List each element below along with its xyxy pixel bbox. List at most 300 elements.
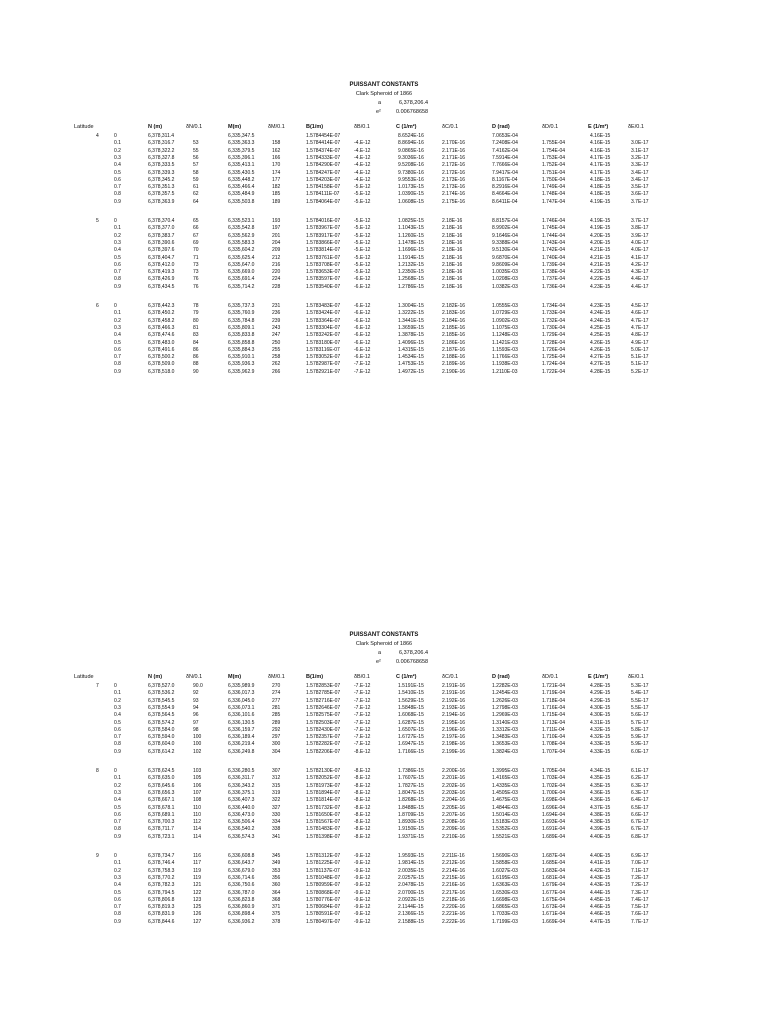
column-header-latitude: Latitude — [74, 674, 94, 680]
cell-dM: 224 — [272, 276, 281, 283]
cell-N: 6,378,404.7 — [148, 254, 175, 261]
cell-E: 4.29E-15 — [590, 690, 611, 697]
cell-dD: 1.689E-04 — [542, 833, 566, 840]
cell-E: 4.33E-15 — [590, 741, 611, 748]
cell-f: 0.1 — [114, 775, 121, 782]
cell-D: 1.0208E-03 — [492, 276, 518, 283]
cell-dE: 4.8E-17 — [631, 332, 649, 339]
column-header-C: C (1/m²) — [396, 674, 417, 680]
cell-D: 9.5130E-04 — [492, 247, 518, 254]
cell-E: 4.28E-15 — [590, 368, 611, 375]
cell-dN: 93 — [193, 697, 199, 704]
cell-f: 0.8 — [114, 911, 121, 918]
cell-E: 4.24E-15 — [590, 310, 611, 317]
cell-dN: 67 — [193, 232, 199, 239]
cell-M: 6,336,045.0 — [228, 697, 255, 704]
cell-dB: -6.E-12 — [354, 317, 371, 324]
cell-dM: 258 — [272, 354, 281, 361]
cell-B: 1.5784374E-07 — [306, 147, 341, 154]
column-header-D: D (rad) — [492, 674, 510, 680]
cell-dC: 2.170E-16 — [442, 140, 466, 147]
cell-dE: 7.7E-17 — [631, 918, 649, 925]
cell-dD: 1.698E-04 — [542, 797, 566, 804]
cell-D: 1.6027E-03 — [492, 867, 518, 874]
cell-M: 6,336,375.1 — [228, 789, 255, 796]
cell-dE: 4.9E-17 — [631, 339, 649, 346]
cell-dC: 2.18E-16 — [442, 254, 463, 261]
cell-E: 4.34E-15 — [590, 768, 611, 774]
column-header-dM: δM/0.1 — [268, 124, 285, 130]
cell-dM: 197 — [272, 225, 281, 232]
cell-dD: 1.671E-04 — [542, 911, 566, 918]
cell-dC: 2.214E-16 — [442, 867, 466, 874]
cell-f: 0.4 — [114, 247, 121, 254]
cell-dC: 2.18E-16 — [442, 239, 463, 246]
cell-D: 1.7199E-03 — [492, 918, 518, 925]
cell-C: 1.6947E-15 — [398, 741, 424, 748]
cell-N: 6,378,466.3 — [148, 324, 175, 331]
cell-dN: 92 — [193, 690, 199, 697]
cell-dB: -8.E-12 — [354, 826, 371, 833]
cell-E: 4.39E-15 — [590, 826, 611, 833]
cell-dD: 1.744E-04 — [542, 232, 566, 239]
cell-E: 4.26E-15 — [590, 346, 611, 353]
cell-dE: 5.3E-17 — [631, 683, 649, 689]
cell-D: 7.0653E-04 — [492, 133, 518, 139]
cell-E: 4.16E-15 — [590, 140, 611, 147]
cell-N: 6,378,806.8 — [148, 896, 175, 903]
cell-D: 8.9902E-04 — [492, 225, 518, 232]
cell-dD: 1.696E-04 — [542, 804, 566, 811]
cell-E: 4.35E-15 — [590, 775, 611, 782]
cell-dM: 349 — [272, 860, 281, 867]
cell-C: 9.0865E-16 — [398, 147, 424, 154]
cell-dE: 5.0E-17 — [631, 346, 649, 353]
cell-B: 1.5784203E-07 — [306, 176, 341, 183]
cell-dD: 1.724E-04 — [542, 361, 566, 368]
cell-N: 6,378,363.9 — [148, 198, 175, 205]
cell-dB: -4.E-12 — [354, 162, 371, 169]
cell-E: 4.32E-15 — [590, 734, 611, 741]
column-header-N: N (m) — [148, 124, 163, 130]
cell-dB: -8.E-12 — [354, 789, 371, 796]
cell-M: 6,336,750.6 — [228, 882, 255, 889]
cell-dB: -5.E-12 — [354, 225, 371, 232]
cell-C: 9.9553E-16 — [398, 176, 424, 183]
cell-dM: 341 — [272, 833, 281, 840]
cell-f: 0 — [114, 133, 117, 139]
cell-dN: 76 — [193, 283, 199, 290]
cell-dB: -7.E-12 — [354, 697, 371, 704]
cell-f: 0.7 — [114, 819, 121, 826]
cell-N: 6,378,656.3 — [148, 789, 175, 796]
cell-dM: 158 — [272, 140, 281, 147]
cell-E: 4.18E-15 — [590, 176, 611, 183]
column-header-dN: δN/0.1 — [186, 124, 203, 130]
cell-dD: 1.738E-04 — [542, 269, 566, 276]
cell-f: 0.3 — [114, 874, 121, 881]
cell-dM: 216 — [272, 261, 281, 268]
cell-C: 1.7607E-15 — [398, 775, 424, 782]
cell-C: 1.4096E-15 — [398, 339, 424, 346]
cell-E: 4.40E-15 — [590, 853, 611, 859]
cell-dM: 204 — [272, 239, 281, 246]
cell-E: 4.19E-15 — [590, 198, 611, 205]
cell-N: 6,378,442.3 — [148, 303, 175, 309]
cell-dN: 108 — [193, 797, 202, 804]
cell-dE: 6.7E-17 — [631, 826, 649, 833]
param-a-label: a — [378, 650, 382, 656]
cell-dN: 119 — [193, 874, 201, 881]
cell-dB: -5.E-12 — [354, 198, 371, 205]
cell-M: 6,336,823.8 — [228, 896, 255, 903]
cell-dM: 228 — [272, 283, 281, 290]
cell-dD: 1.740E-04 — [542, 254, 566, 261]
cell-dN: 69 — [193, 239, 199, 246]
cell-f: 0.1 — [114, 225, 121, 232]
cell-dM: 231 — [272, 303, 281, 309]
cell-dE: 4.0E-17 — [631, 239, 649, 246]
cell-f: 0.5 — [114, 169, 121, 176]
cell-dD: 1.728E-04 — [542, 339, 566, 346]
cell-dM: 247 — [272, 332, 281, 339]
cell-E: 4.21E-15 — [590, 254, 611, 261]
cell-dB: -9.E-12 — [354, 882, 371, 889]
cell-dE: 5.9E-17 — [631, 741, 649, 748]
cell-D: 7.7666E-04 — [492, 162, 518, 169]
cell-dC: 2.185E-16 — [442, 324, 466, 331]
column-header-E: E (1/m²) — [588, 674, 609, 680]
cell-E: 4.18E-15 — [590, 184, 611, 191]
cell-dN: 55 — [193, 147, 199, 154]
cell-E: 4.16E-15 — [590, 133, 611, 139]
cell-f: 0.9 — [114, 748, 121, 755]
cell-M: 6,335,647.0 — [228, 261, 255, 268]
cell-f: 0.7 — [114, 184, 121, 191]
cell-dN: 126 — [193, 911, 202, 918]
cell-D: 1.4165E-03 — [492, 775, 518, 782]
cell-dD: 1.722E-04 — [542, 368, 566, 375]
cell-M: 6,336,860.9 — [228, 904, 255, 911]
cell-dM: 353 — [272, 867, 281, 874]
cell-D: 1.0729E-03 — [492, 310, 518, 317]
cell-N: 6,378,584.0 — [148, 726, 175, 733]
cell-C: 1.8047E-15 — [398, 789, 424, 796]
cell-dE: 6.2E-17 — [631, 775, 649, 782]
cell-dM: 327 — [272, 804, 281, 811]
cell-D: 1.5352E-03 — [492, 826, 518, 833]
cell-E: 4.17E-15 — [590, 169, 611, 176]
cell-dB: -5.E-12 — [354, 191, 371, 198]
cell-dN: 70 — [193, 247, 199, 254]
cell-dD: 1.732E-04 — [542, 317, 566, 324]
cell-C: 1.1043E-15 — [398, 225, 424, 232]
cell-M: 6,335,430.5 — [228, 169, 255, 176]
cell-E: 4.44E-15 — [590, 889, 611, 896]
cell-dC: 2.216E-16 — [442, 882, 466, 889]
cell-B: 1.5782987E-07 — [306, 361, 341, 368]
table-title: PUISSANT CONSTANTS — [349, 632, 419, 638]
cell-E: 4.30E-15 — [590, 712, 611, 719]
column-header-dE: δE/0.1 — [628, 674, 644, 680]
cell-dD: 1.711E-04 — [542, 726, 565, 733]
cell-dB: -9.E-12 — [354, 889, 371, 896]
cell-f: 0.6 — [114, 896, 121, 903]
cell-D: 1.4675E-03 — [492, 797, 518, 804]
cell-C: 2.0922E-15 — [398, 896, 424, 903]
cell-f: 0.2 — [114, 147, 121, 154]
cell-D: 1.3653E-03 — [492, 741, 518, 748]
cell-dM: 371 — [272, 904, 281, 911]
cell-B: 1.5782357E-07 — [306, 734, 341, 741]
cell-N: 6,378,370.4 — [148, 218, 175, 224]
cell-dM: 236 — [272, 310, 281, 317]
cell-dC: 2.215E-16 — [442, 874, 466, 881]
cell-dB: -7.E-12 — [354, 741, 371, 748]
cell-N: 6,378,604.0 — [148, 741, 175, 748]
cell-dB: -8.E-12 — [354, 833, 371, 840]
cell-B: 1.5782282E-07 — [306, 741, 341, 748]
cell-dE: 3.7E-17 — [631, 218, 649, 224]
column-header-dC: δC/0.1 — [442, 674, 459, 680]
cell-dM: 285 — [272, 712, 281, 719]
cell-dM: 193 — [272, 218, 281, 224]
cell-dB: -7.E-12 — [354, 704, 371, 711]
cell-dM: 312 — [272, 775, 281, 782]
cell-dC: 2.18E-16 — [442, 232, 463, 239]
cell-D: 1.3824E-03 — [492, 748, 518, 755]
cell-M: 6,335,347.5 — [228, 133, 255, 139]
cell-dN: 81 — [193, 324, 199, 331]
cell-M: 6,336,189.4 — [228, 734, 255, 741]
cell-D: 1.6363E-03 — [492, 882, 518, 889]
cell-dD: 1.752E-04 — [542, 162, 566, 169]
cell-dM: 315 — [272, 782, 281, 789]
cell-dC: 2.18E-16 — [442, 276, 463, 283]
cell-dC: 2.190E-16 — [442, 368, 466, 375]
cell-dB: -6.E-12 — [354, 354, 371, 361]
cell-f: 0.3 — [114, 704, 121, 711]
cell-dN: 125 — [193, 904, 202, 911]
cell-N: 6,378,419.3 — [148, 269, 175, 276]
cell-dB: -7.E-12 — [354, 683, 371, 689]
cell-B: 1.5782575E-07 — [306, 712, 341, 719]
cell-C: 1.5848E-15 — [398, 704, 424, 711]
cell-dM: 277 — [272, 697, 281, 704]
cell-C: 9.3036E-16 — [398, 154, 424, 161]
cell-M: 6,336,440.0 — [228, 804, 255, 811]
cell-dN: 58 — [193, 169, 199, 176]
cell-dB: -9.E-12 — [354, 904, 371, 911]
cell-E: 4.25E-15 — [590, 324, 611, 331]
cell-B: 1.5781894E-07 — [306, 789, 341, 796]
cell-dD: 1.710E-04 — [542, 734, 566, 741]
cell-M: 6,335,396.1 — [228, 154, 255, 161]
cell-M: 6,335,448.2 — [228, 176, 255, 183]
cell-B: 1.5782503E-07 — [306, 719, 341, 726]
cell-dM: 209 — [272, 247, 281, 254]
cell-dD: 1.681E-04 — [542, 874, 566, 881]
cell-N: 6,378,500.2 — [148, 354, 175, 361]
cell-dC: 2.195E-16 — [442, 719, 466, 726]
cell-dN: 94 — [193, 704, 199, 711]
cell-N: 6,378,794.5 — [148, 889, 175, 896]
cell-N: 6,378,474.6 — [148, 332, 175, 339]
cell-N: 6,378,397.6 — [148, 247, 175, 254]
cell-dE: 6.6E-17 — [631, 811, 649, 818]
cell-E: 4.27E-15 — [590, 354, 611, 361]
cell-B: 1.5783866E-07 — [306, 239, 341, 246]
cell-dN: 123 — [193, 896, 202, 903]
cell-dC: 2.18E-16 — [442, 247, 463, 254]
cell-N: 6,378,390.6 — [148, 239, 175, 246]
cell-C: 1.3659E-15 — [398, 324, 424, 331]
cell-dE: 4.7E-17 — [631, 317, 649, 324]
cell-dE: 3.4E-17 — [631, 176, 649, 183]
cell-dN: 106 — [193, 782, 202, 789]
cell-dM: 304 — [272, 748, 281, 755]
cell-dC: 2.220E-16 — [442, 904, 466, 911]
cell-M: 6,335,833.8 — [228, 332, 255, 339]
cell-E: 4.35E-15 — [590, 782, 611, 789]
cell-dD: 1.726E-04 — [542, 346, 566, 353]
latitude-degree: 7 — [96, 683, 99, 689]
cell-dM: 292 — [272, 726, 281, 733]
cell-E: 4.43E-15 — [590, 882, 611, 889]
cell-dN: 100 — [193, 734, 202, 741]
cell-dD: 1.669E-04 — [542, 918, 566, 925]
column-header-dB: δB/0.1 — [354, 124, 370, 130]
cell-f: 0.1 — [114, 310, 121, 317]
cell-E: 4.40E-15 — [590, 833, 611, 840]
latitude-degree: 8 — [96, 768, 99, 774]
cell-N: 6,378,316.7 — [148, 140, 175, 147]
cell-dB: -4.E-12 — [354, 140, 371, 147]
cell-M: 6,335,503.8 — [228, 198, 255, 205]
cell-dM: 250 — [272, 339, 281, 346]
cell-C: 9.5208E-16 — [398, 162, 424, 169]
cell-E: 4.16E-15 — [590, 147, 611, 154]
cell-f: 0.6 — [114, 726, 121, 733]
cell-dM: 189 — [272, 198, 281, 205]
cell-dN: 73 — [193, 261, 199, 268]
cell-N: 6,378,782.3 — [148, 882, 175, 889]
cell-dE: 5.8E-17 — [631, 726, 649, 733]
cell-dD: 1.748E-04 — [542, 191, 566, 198]
cell-dN: 90.0 — [193, 683, 203, 689]
cell-dB: -9.E-12 — [354, 853, 371, 859]
cell-dD: 1.691E-04 — [542, 826, 566, 833]
cell-dC: 2.171E-16 — [442, 147, 466, 154]
cell-C: 2.0478E-15 — [398, 882, 424, 889]
latitude-degree: 5 — [96, 218, 99, 224]
latitude-degree: 4 — [96, 133, 99, 139]
column-header-dN: δN/0.1 — [186, 674, 203, 680]
cell-dN: 112 — [193, 819, 201, 826]
cell-C: 1.7166E-15 — [398, 748, 424, 755]
cell-C: 2.1588E-15 — [398, 918, 424, 925]
cell-dD: 1.754E-04 — [542, 147, 566, 154]
cell-D: 9.8609E-04 — [492, 261, 518, 268]
cell-f: 0.7 — [114, 269, 121, 276]
cell-f: 0.4 — [114, 162, 121, 169]
cell-dB: -5.E-12 — [354, 184, 371, 191]
cell-C: 1.9593E-15 — [398, 853, 424, 859]
cell-D: 1.4844E-03 — [492, 804, 518, 811]
cell-dB: -6.E-12 — [354, 339, 371, 346]
cell-N: 6,378,412.0 — [148, 261, 175, 268]
cell-C: 1.6287E-15 — [398, 719, 424, 726]
cell-B: 1.5780959E-07 — [306, 882, 341, 889]
cell-E: 4.23E-15 — [590, 303, 611, 309]
cell-dD: 1.755E-04 — [542, 140, 566, 147]
cell-N: 6,378,574.2 — [148, 719, 175, 726]
cell-dE: 7.3E-17 — [631, 889, 649, 896]
cell-dC: 2.221E-16 — [442, 911, 466, 918]
cell-dD: 1.734E-04 — [542, 303, 566, 309]
cell-dC: 2.193E-16 — [442, 704, 466, 711]
cell-B: 1.5782921E-07 — [306, 368, 341, 375]
cell-N: 6,378,339.3 — [148, 169, 175, 176]
cell-dB: -6.E-12 — [354, 276, 371, 283]
cell-dB: -9.E-12 — [354, 867, 371, 874]
cell-D: 1.5521E-03 — [492, 833, 518, 840]
cell-dB: -5.E-12 — [354, 239, 371, 246]
cell-M: 6,335,858.8 — [228, 339, 255, 346]
cell-B: 1.5781650E-07 — [306, 811, 341, 818]
cell-dB: -8.E-12 — [354, 819, 371, 826]
cell-f: 0.8 — [114, 741, 121, 748]
cell-B: 1.5780591E-07 — [306, 911, 341, 918]
cell-N: 6,378,509.0 — [148, 361, 175, 368]
cell-D: 1.3483E-03 — [492, 734, 518, 741]
cell-dD: 1.708E-04 — [542, 741, 566, 748]
cell-dN: 57 — [193, 162, 199, 169]
cell-dM: 338 — [272, 826, 281, 833]
column-header-D: D (rad) — [492, 124, 510, 130]
cell-dM: 220 — [272, 269, 281, 276]
cell-dD: 1.749E-04 — [542, 184, 566, 191]
cell-dC: 2.211E-16 — [442, 853, 465, 859]
cell-dB: -8.E-12 — [354, 804, 371, 811]
cell-B: 1.5784454E-07 — [306, 133, 341, 139]
cell-M: 6,336,643.7 — [228, 860, 255, 867]
cell-dE: 3.2E-17 — [631, 154, 649, 161]
cell-dB: -7.E-12 — [354, 712, 371, 719]
cell-N: 6,378,357.5 — [148, 191, 175, 198]
cell-dN: 114 — [193, 826, 201, 833]
cell-dN: 86 — [193, 346, 199, 353]
cell-f: 0 — [114, 768, 117, 774]
cell-N: 6,378,383.7 — [148, 232, 175, 239]
cell-C: 1.2568E-15 — [398, 276, 424, 283]
cell-N: 6,378,819.3 — [148, 904, 175, 911]
cell-dE: 3.4E-17 — [631, 169, 649, 176]
cell-f: 0.9 — [114, 833, 121, 840]
cell-D: 1.1075E-03 — [492, 324, 518, 331]
cell-D: 1.5183E-03 — [492, 819, 518, 826]
param-e2-value: 0.006768658 — [396, 109, 429, 115]
cell-dC: 2.194E-16 — [442, 712, 466, 719]
cell-B: 1.5782430E-07 — [306, 726, 341, 733]
cell-M: 6,336,249.8 — [228, 748, 255, 755]
cell-dB: -5.E-12 — [354, 218, 371, 224]
cell-dD: 1.679E-04 — [542, 882, 566, 889]
cell-dN: 110 — [193, 804, 201, 811]
cell-dC: 2.189E-16 — [442, 361, 466, 368]
spheroid-name: Clark Spheroid of 1866 — [355, 91, 413, 97]
cell-f: 0.1 — [114, 690, 121, 697]
